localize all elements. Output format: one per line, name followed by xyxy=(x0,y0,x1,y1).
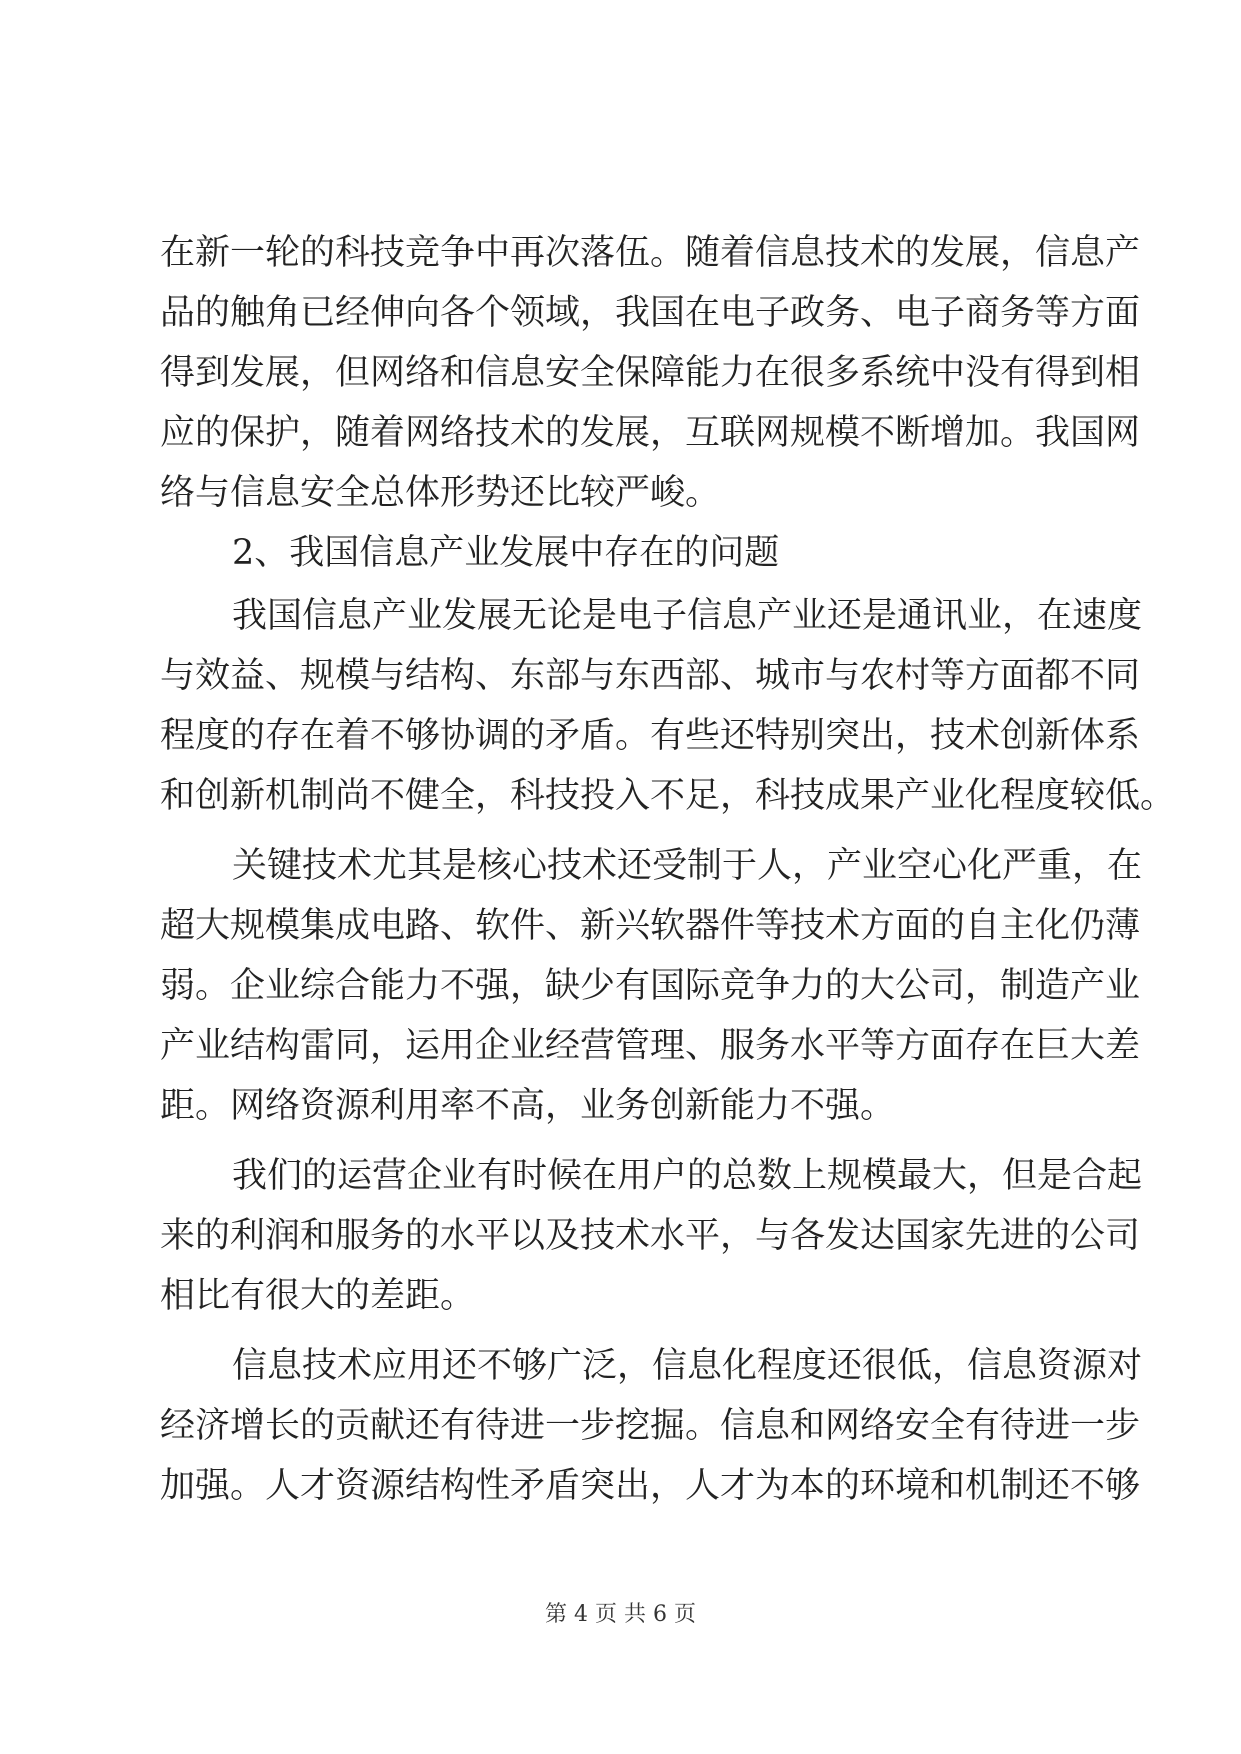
text-line: 加强。人才资源结构性矛盾突出，人才为本的环境和机制还不够 xyxy=(160,1466,1141,1506)
page-footer xyxy=(0,1600,1241,1630)
text-line: 应的保护，随着网络技术的发展，互联网规模不断增加。我国网 xyxy=(160,413,1141,453)
text-line: 我国信息产业发展无论是电子信息产业还是通讯业，在速度 xyxy=(232,596,1143,636)
text-line: 在新一轮的科技竞争中再次落伍。随着信息技术的发展，信息产 xyxy=(160,233,1141,273)
text-line: 络与信息安全总体形势还比较严峻。 xyxy=(160,473,721,513)
text-line: 我们的运营企业有时候在用户的总数上规模最大，但是合起 xyxy=(232,1156,1143,1196)
text-line: 经济增长的贡献还有待进一步挖掘。信息和网络安全有待进一步 xyxy=(160,1406,1141,1446)
text-line: 与效益、规模与结构、东部与东西部、城市与农村等方面都不同 xyxy=(160,656,1141,696)
text-line: 超大规模集成电路、软件、新兴软器件等技术方面的自主化仍薄 xyxy=(160,906,1141,946)
text-line: 和创新机制尚不健全，科技投入不足，科技成果产业化程度较低。 xyxy=(160,776,1176,816)
text-line: 相比有很大的差距。 xyxy=(160,1276,476,1316)
text-line: 产业结构雷同，运用企业经营管理、服务水平等方面存在巨大差 xyxy=(160,1026,1141,1066)
section-heading: 2、我国信息产业发展中存在的问题 xyxy=(232,533,780,573)
text-line: 距。网络资源利用率不高，业务创新能力不强。 xyxy=(160,1086,896,1126)
text-line: 信息技术应用还不够广泛，信息化程度还很低，信息资源对 xyxy=(232,1346,1143,1386)
text-line: 弱。企业综合能力不强，缺少有国际竞争力的大公司，制造产业 xyxy=(160,966,1141,1006)
text-line: 得到发展，但网络和信息安全保障能力在很多系统中没有得到相 xyxy=(160,353,1141,393)
text-line: 关键技术尤其是核心技术还受制于人，产业空心化严重，在 xyxy=(232,846,1143,886)
text-line: 品的触角已经伸向各个领域，我国在电子政务、电子商务等方面 xyxy=(160,293,1141,333)
page-number-label: 第 4 页 共 6 页 xyxy=(545,1602,696,1627)
text-line: 程度的存在着不够协调的矛盾。有些还特别突出，技术创新体系 xyxy=(160,716,1141,756)
text-line: 来的利润和服务的水平以及技术水平，与各发达国家先进的公司 xyxy=(160,1216,1141,1256)
document-body xyxy=(160,223,1176,1516)
